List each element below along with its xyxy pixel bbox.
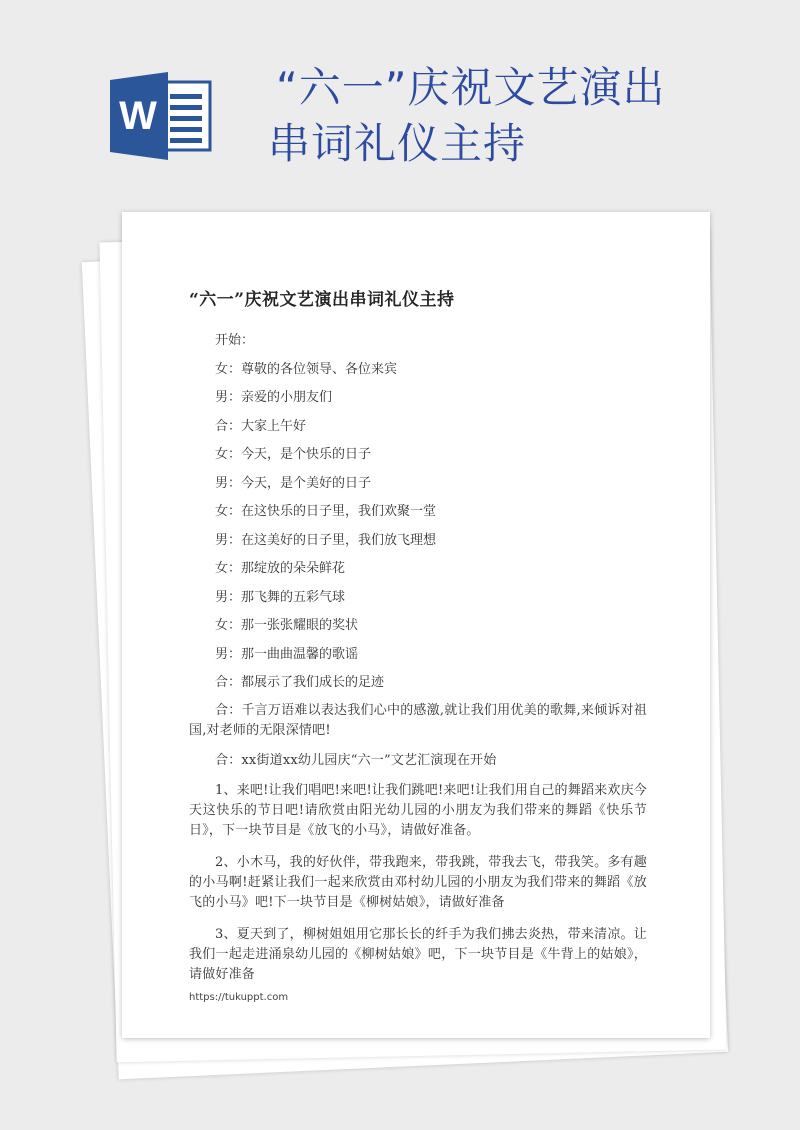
dialogue-line: 男：亲爱的小朋友们 — [215, 390, 333, 405]
dialogue-line: 开始： — [215, 333, 255, 348]
header-title-line2: 串词礼仪主持 — [268, 119, 527, 168]
word-logo-letter: W — [119, 94, 157, 138]
header — [0, 0, 800, 210]
dialogue-line: 合：大家上午好 — [215, 418, 307, 434]
paragraph: 2、小木马，我的好伙伴，带我跑来，带我跳，带我去飞，带我笑。多有趣的小马啊!赶紧让我们一起来欣赏由邓村幼儿园的小朋友为我们带来的舞蹈《放飞的小马》吧!下一块节目是《柳树姑娘》，请做好准备 — [189, 854, 647, 910]
dialogue-line: 合：都展示了我们成长的足迹 — [215, 675, 385, 690]
dialogue-line: 男：那飞舞的五彩气球 — [215, 589, 346, 605]
header-title-line1: “六一”庆祝文艺演出 — [276, 63, 666, 112]
dialogue-line: 女：在这快乐的日子里，我们欢聚一堂 — [215, 504, 437, 519]
dialogue-line: 男：今天，是个美好的日子 — [215, 475, 372, 491]
paragraph: 1、来吧!让我们唱吧!来吧!让我们跳吧!来吧!让我们用自己的舞蹈来欢庆今天这快乐的节日吧!请欣赏由阳光幼儿园的小朋友为我们带来的舞蹈《快乐节日》，下一块节目是《放飞的小马》，请做好准备。 — [189, 782, 647, 838]
dialogue-line: 男：那一曲曲温馨的歌谣 — [215, 646, 359, 662]
paragraph: 合：xx街道xx幼儿园庆“六一”文艺汇演现在开始 — [215, 752, 497, 768]
dialogue-line: 女：那绽放的朵朵鲜花 — [215, 561, 346, 576]
paragraph: 合：千言万语难以表达我们心中的感激,就让我们用优美的歌舞,来倾诉对祖国,对老师的无限深情吧! — [189, 702, 647, 738]
paragraph: 3、夏天到了，柳树姐姐用它那长长的纤手为我们拂去炎热，带来清凉。让我们一起走进涌泉幼儿园的《柳树姑娘》吧，下一块节目是《牛背上的姑娘》，请做好准备 — [189, 926, 647, 982]
footer-url: https://tukuppt.com — [189, 992, 289, 1003]
dialogue-line: 女：那一张张耀眼的奖状 — [215, 618, 359, 633]
dialogue-line: 女：今天，是个快乐的日子 — [215, 447, 372, 462]
document-page — [122, 212, 710, 1038]
header-title — [268, 60, 748, 172]
word-icon — [110, 72, 212, 160]
document-body — [189, 330, 647, 997]
document-title: “六一”庆祝文艺演出串词礼仪主持 — [189, 290, 455, 310]
dialogue-line: 男：在这美好的日子里，我们放飞理想 — [215, 532, 437, 548]
dialogue-line: 女：尊敬的各位领导、各位来宾 — [215, 361, 398, 377]
